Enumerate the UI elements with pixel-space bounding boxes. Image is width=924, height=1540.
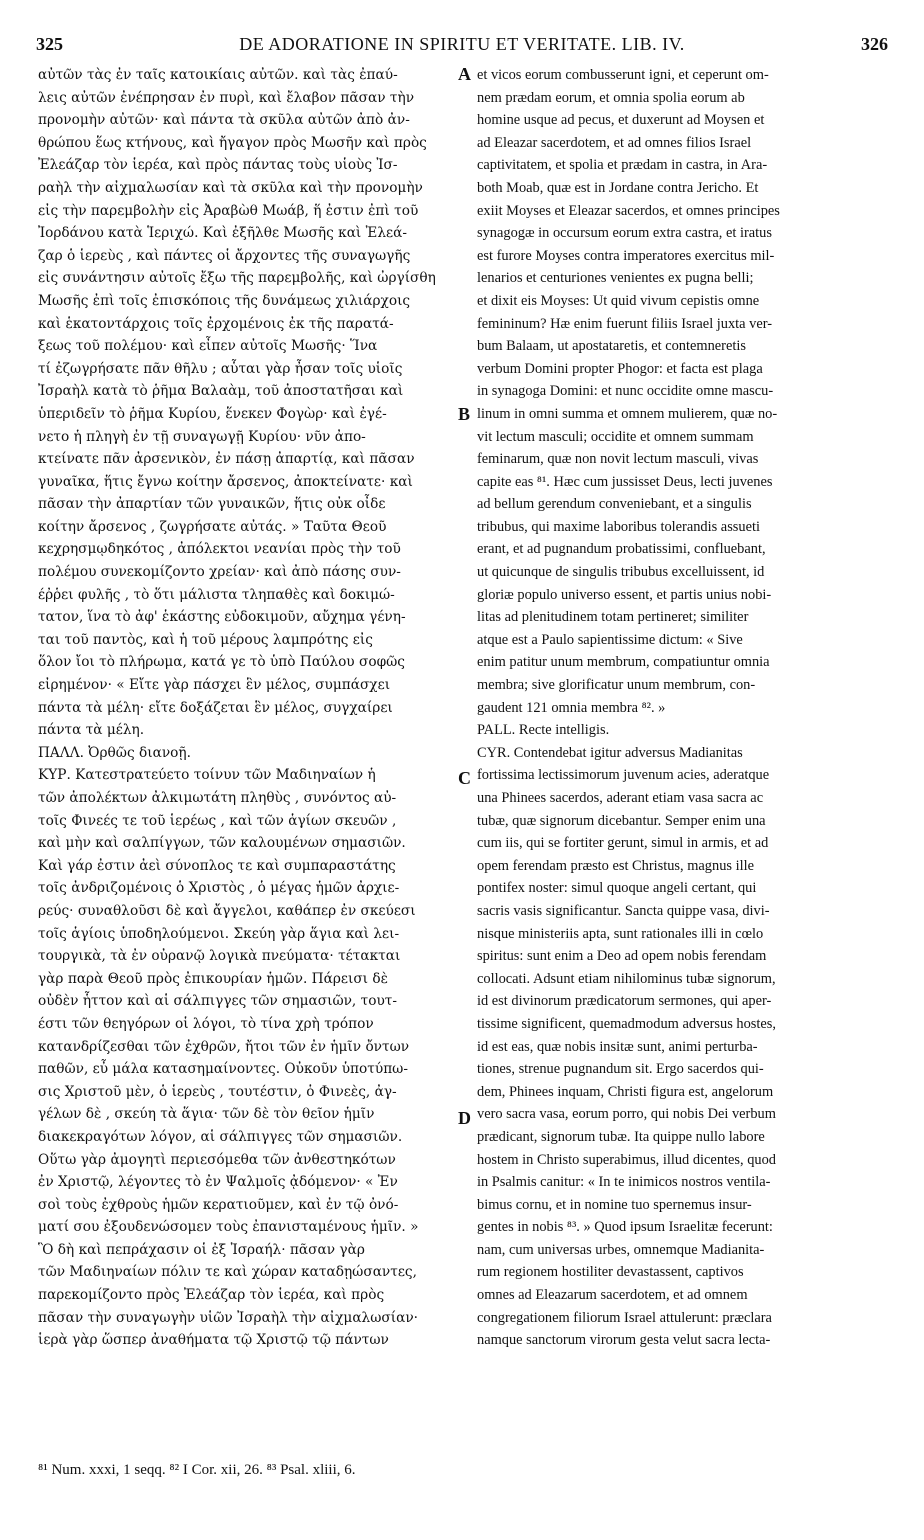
latin-text-line: hostem in Christo superabimus, illud dicentes, quod <box>477 1151 776 1168</box>
margin-letter-b: B <box>458 404 471 424</box>
latin-text-line: omnes ad Eleazarum sacerdotem, et ad omnem <box>477 1287 748 1304</box>
greek-text-line: εἰρημένον· « Εἴτε γὰρ πάσχει ἓν μέλος, συμπάσχει <box>38 677 391 694</box>
latin-text-line: nam, cum universas urbes, omnemque Madianita- <box>477 1241 765 1258</box>
greek-text-line: τατον, ἵνα τὸ ἀφ' ἑκάστης εὐδοκιμοῦν, αὔχημα γένη- <box>38 609 406 626</box>
greek-text-line: Ὃ δὴ καὶ πεπράχασιν οἱ ἐξ Ἰσραήλ· πᾶσαν γὰρ <box>38 1241 365 1258</box>
running-header <box>36 34 888 60</box>
greek-text-line: γέλων δὲ , σκεύη τὰ ἅγια· τῶν δὲ τὸν θεῖον ἡμῖν <box>38 1106 375 1123</box>
greek-text-line: ἐν Χριστῷ, λέγοντες τὸ ἐν Ψαλμοῖς ᾀδόμενον· « Ἐν <box>38 1174 398 1191</box>
latin-text-line: prædicant, signorum tubæ. Ita quippe nullo labore <box>477 1128 765 1145</box>
greek-text-line: ραὴλ τὴν αἰχμαλωσίαν καὶ τὰ σκῦλα καὶ τὴν προνομὴν <box>38 179 423 196</box>
greek-text-line: τοῖς ἁγίοις ὑποδηλούμενοι. Σκεύη γὰρ ἅγια καὶ λει- <box>38 925 400 942</box>
greek-text-line: νετο ἡ πληγὴ ἐν τῇ συναγωγῇ Κυρίου· νῦν ἀπο- <box>38 428 366 445</box>
greek-text-line: έῤῥει φυλῆς , τὸ ὅτι μάλιστα τληπαθὲς καὶ δοκιμώ- <box>38 586 395 603</box>
greek-text-line: ὅλον ἴοι τὸ πλήρωμα, κατά γε τὸ ὑπὸ Παύλου σοφῶς <box>38 654 405 671</box>
latin-text-line: pontifex noster: simul quoque angeli certant, qui <box>477 880 757 897</box>
greek-text-line: θρώπου ἕως κτήνους, καὶ ἤγαγον πρὸς Μωσῆν καὶ πρὸς <box>38 134 427 151</box>
greek-text-line: πολέμου συνεκομίζοντο χρείαν· καὶ ἀπὸ πάσης συν- <box>38 564 401 581</box>
latin-text-line: tubæ, quæ signorum dicebantur. Semper enim una <box>477 812 766 829</box>
latin-text-line: both Moab, quæ est in Jordane contra Jericho. Et <box>477 179 759 196</box>
greek-text-line: ζαρ ὁ ἱερεὺς , καὶ πάντες οἱ ἄρχοντες τῆς συναγωγῆς <box>38 247 411 264</box>
running-title: DE ADORATIONE IN SPIRITU ET VERITATE. LIB. IV. <box>239 34 685 54</box>
greek-text-line: ΠΑΛΛ. Ὀρθῶς διανοῇ. <box>38 744 191 761</box>
greek-text-line: πάντα τὰ μέλη· εἴτε δοξάζεται ἓν μέλος, συγχαίρει <box>38 699 393 716</box>
greek-text-line: παρεκομίζοντο πρὸς Ἐλεάζαρ τὸν ἱερέα, καὶ πρὸς <box>38 1287 385 1304</box>
greek-text-line: λεις αὐτῶν ἐνέπρησαν ἐν πυρὶ, καὶ ἔλαβον πᾶσαν τὴν <box>38 89 415 106</box>
footnotes: ⁸¹ Num. xxxi, 1 seqq. ⁸² I Cor. xii, 26. ⁸³ Psal. xliii, 6. <box>38 1462 356 1478</box>
greek-text-line: Ἰσραὴλ κατὰ τὸ ῥῆμα Βαλαὰμ, τοῦ ἀποστατῆσαι καὶ <box>38 383 404 400</box>
latin-text-line: femininum? Hæ enim fuerunt filiis Israel juxta ver- <box>477 315 773 332</box>
latin-text-line: gloriæ populo universo essent, et partis unius nobi- <box>477 586 772 603</box>
latin-text-line: est furore Moyses contra imperatores exercitus mil- <box>477 247 775 264</box>
latin-text-line: captivitatem, et spolia et prædam in castra, in Ara- <box>477 157 768 174</box>
greek-text-line: γυναῖκα, ἥτις ἔγνω κοίτην ἄρσενος, ἀποκτείνατε· καὶ <box>38 473 413 490</box>
greek-text-line: κτείνατε πᾶν ἀρσενικὸν, ἐν πάσῃ ἀπαρτίᾳ, καὶ πᾶσαν <box>38 451 415 468</box>
latin-text-line: bimus cornu, et in nomine tuo spernemus insur- <box>477 1196 752 1213</box>
latin-text-line: enim patitur unum membrum, compatiuntur omnia <box>477 654 770 671</box>
greek-text-line: ματί σου ἐξουδενώσομεν τοὺς ἐπανισταμένους ἡμῖν. » <box>38 1219 419 1236</box>
greek-text-line: καὶ μὴν καὶ σαλπίγγων, τῶν καλουμένων σημασιῶν. <box>38 835 406 852</box>
greek-text-line: οὐδὲν ἧττον καὶ αἱ σάλπιγγες τῶν σημασιῶν, τουτ- <box>38 993 397 1010</box>
latin-text-line: sacris vasis significantur. Sancta quippe vasa, divi- <box>477 902 770 919</box>
latin-text-line: et vicos eorum combusserunt igni, et ceperunt om- <box>477 67 769 83</box>
latin-text-line: gaudent 121 omnia membra ⁸². » <box>477 699 666 716</box>
latin-text-line: lenarios et centuriones venientes ex pugna belli; <box>477 270 754 287</box>
latin-text-line: namque sanctorum virorum gesta velut sacra lecta- <box>477 1332 771 1349</box>
latin-text-line: litas ad plenitudinem totam pertineret; similiter <box>477 609 749 626</box>
latin-text-line: feminarum, quæ non novit lectum masculi, vivas <box>477 451 759 468</box>
latin-text-line: spiritus: sunt enim a Deo ad opem nobis ferendam <box>477 948 767 965</box>
page-number-right: 326 <box>861 34 888 54</box>
greek-text-line: καὶ ἑκατοντάρχοις τοῖς ἐρχομένοις ἐκ τῆς παρατά- <box>38 315 394 332</box>
greek-text-column <box>38 64 450 1458</box>
greek-text-line: παθῶν, εὖ μάλα κατασημαίνοντες. Οὐκοῦν ὑποτύπω- <box>38 1061 408 1078</box>
latin-text-line: CYR. Contendebat igitur adversus Madianitas <box>477 744 743 761</box>
latin-text-line: verbum Domini propter Phogor: et facta est plaga <box>477 360 763 377</box>
greek-text-line: ἱερὰ γὰρ ὥσπερ ἀναθήματα τῷ Χριστῷ τῷ πάντων <box>38 1332 389 1349</box>
latin-text-line: rum regionem hostiliter devastassent, captivos <box>477 1264 744 1281</box>
latin-text-line: bum Balaam, ut apostataretis, et contemneretis <box>477 338 746 355</box>
latin-text-column <box>477 64 887 1458</box>
greek-text-line: ὑπεριδεῖν τὸ ῥῆμα Κυρίου, ἕνεκεν Φογὼρ· καὶ ἐγέ- <box>38 405 387 422</box>
latin-text-line: exiit Moyses et Eleazar sacerdos, et omnes principes <box>477 202 780 219</box>
greek-text-line: τί ἐζωγρήσατε πᾶν θῆλυ ; αὗται γὰρ ἦσαν τοῖς υἱοῖς <box>38 360 403 377</box>
page-number-left: 325 <box>36 34 63 54</box>
greek-text-line: διακεκραγότων λόγον, αἱ σάλπιγγες τῶν σημασιῶν. <box>38 1128 403 1145</box>
greek-text-line: σοὶ τοὺς ἐχθροὺς ἡμῶν κερατιοῦμεν, καὶ ἐν τῷ ὀνό- <box>38 1196 399 1213</box>
greek-text-line: κοίτην ἄρσενος , ζωγρήσατε αὐτάς. » Ταῦτα Θεοῦ <box>38 518 387 535</box>
greek-text-line: αὐτῶν τὰς ἐν ταῖς κατοικίαις αὐτῶν. καὶ τὰς ἐπαύ- <box>38 67 398 83</box>
greek-text-line: ρεύς· συναθλοῦσι δὲ καὶ ἄγγελοι, καθάπερ ἐν σκεύεσι <box>38 902 416 919</box>
greek-text-line: πᾶσαν τὴν συναγωγὴν υἱῶν Ἰσραὴλ τὴν αἰχμαλωσίαν· <box>38 1309 419 1326</box>
greek-text-line: Ἰορδάνου κατὰ Ἱεριχώ. Καὶ ἐξῆλθε Μωσῆς καὶ Ἐλεά- <box>38 225 407 242</box>
greek-text-line: έστι τῶν θεηγόρων οἱ λόγοι, τὸ τίνα χρὴ τρόπον <box>38 1015 374 1032</box>
greek-text-line: Μωσῆς ἐπὶ τοῖς ἐπισκόποις τῆς δυνάμεως χιλιάρχοις <box>38 292 411 309</box>
latin-text-line: congregationem filiorum Israel attulerunt: præclara <box>477 1309 772 1326</box>
greek-text-line: τοῖς Φινεές τε τοῦ ἱερέως , καὶ τῶν ἁγίων σκευῶν , <box>38 812 397 829</box>
latin-text-line: linum in omni summa et omnem mulierem, quæ no- <box>477 405 778 422</box>
greek-text-line: Ἐλεάζαρ τὸν ἱερέα, καὶ πρὸς πάντας τοὺς υἱοὺς Ἰσ- <box>38 157 398 174</box>
latin-text-line: membra; sive glorificatur unum membrum, con- <box>477 677 756 694</box>
latin-text-line: synagogæ in occursum eorum extra castra, et iratus <box>477 225 772 242</box>
latin-text-line: nem prædam eorum, et omnia spolia eorum ab <box>477 89 745 106</box>
latin-text-line: ad bellum gerendum conveniebant, et a singulis <box>477 496 752 513</box>
greek-text-line: σις Χριστοῦ μὲν, ὁ ἱερεὺς , τουτέστιν, ὁ Φινεὲς, ἀγ- <box>38 1083 397 1100</box>
greek-text-line: κεχρησμῳδηκότος , ἀπόλεκτοι νεανίαι πρὸς τὴν τοῦ <box>38 541 401 558</box>
latin-text-line: tissime significent, quemadmodum adversus hostes, <box>477 1015 776 1032</box>
greek-text-line: τῶν Μαδιηναίων πόλιν τε καὶ χώραν καταδῃώσαντες, <box>38 1264 417 1281</box>
latin-text-line: et dixit eis Moyses: Ut quid vivum cepistis omne <box>477 292 760 309</box>
greek-text-line: ξεως τοῦ πολέμου· καὶ εἶπεν αὐτοῖς Μωσῆς· Ἵνα <box>38 338 378 355</box>
latin-text-line: tiones, strenue pugnandum sit. Ergo sacerdos qui- <box>477 1061 764 1078</box>
greek-text-line: πᾶσαν τὴν ἀπαρτίαν τῶν γυναικῶν, ἥτις οὐκ οἶδε <box>38 496 386 513</box>
greek-text-line: πάντα τὰ μέλη. <box>38 722 145 739</box>
latin-text-line: dem, Phinees inquam, Christi figura est, angelorum <box>477 1083 774 1100</box>
greek-text-line: τουργικὰ, τὰ ἐν οὐρανῷ λογικὰ πνεύματα· τέτακται <box>38 948 401 965</box>
greek-text-line: εἰς συνάντησιν αὐτοῖς ἔξω τῆς παρεμβολῆς, καὶ ὠργίσθη <box>38 270 436 287</box>
latin-text-line: PALL. Recte intelligis. <box>477 722 610 739</box>
greek-text-line: Οὕτω γὰρ ἀμογητὶ περιεσόμεθα τῶν ἀνθεστηκότων <box>38 1151 396 1168</box>
latin-text-line: fortissima lectissimorum juvenum acies, aderatque <box>477 767 770 784</box>
latin-text-line: in synagoga Domini: et nunc occidite omne mascu- <box>477 383 774 400</box>
greek-text-line: γὰρ παρὰ Θεοῦ πρὸς ἐπικουρίαν ἡμῶν. Πάρεισι δὲ <box>38 970 388 987</box>
latin-text-line: in Psalmis canitur: « In te inimicos nostros ventila- <box>477 1174 771 1191</box>
margin-letter-d: D <box>458 1108 471 1128</box>
latin-text-line: capite eas ⁸¹. Hæc cum jussisset Deus, lecti juvenes <box>477 473 773 490</box>
margin-letter-c: C <box>458 768 471 788</box>
latin-text-line: gentes in nobis ⁸³. » Quod ipsum Israelitæ fecerunt: <box>477 1219 773 1236</box>
greek-text-line: τῶν ἀπολέκτων ἀλκιμωτάτη πληθὺς , συνόντος αὐ- <box>38 790 397 806</box>
greek-text-line: κατανδρίζεσθαι τῶν ἐχθρῶν, ἤτοι τῶν ἐν ἡμῖν ὄντων <box>38 1038 410 1055</box>
latin-text-line: vero sacra vasa, eorum porro, qui nobis Dei verbum <box>477 1106 776 1123</box>
latin-text-line: vit lectum masculi; occidite et omnem summam <box>477 428 754 445</box>
latin-text-line: ut quicunque de singulis tribubus excelluissent, id <box>477 564 765 581</box>
latin-text-line: homine usque ad pecus, et duxerunt ad Moysen et <box>477 112 765 129</box>
greek-text-line: τοῖς ἀνδριζομένοις ὁ Χριστὸς , ὁ μέγας ἡμῶν ἀρχιε- <box>38 880 400 897</box>
greek-text-line: Καὶ γάρ ἐστιν ἀεὶ σύνοπλος τε καὶ συμπαραστάτης <box>38 857 396 874</box>
greek-text-line: ται τοῦ παντὸς, καὶ ἡ τοῦ μέρους λαμπρότης εἰς <box>38 631 373 648</box>
greek-text-line: προνομὴν αὐτῶν· καὶ πάντα τὰ σκῦλα αὐτῶν ἀπὸ ἀν- <box>38 112 410 129</box>
latin-text-line: cum iis, qui se fortiter gerunt, simul in armis, et ad <box>477 835 769 852</box>
latin-text-line: atque est a Paulo sapientissime dictum: « Sive <box>477 631 743 648</box>
greek-text-line: εἰς τὴν παρεμβολὴν εἰς Ἀραβὼθ Μωάβ, ἥ ἐστιν ἐπὶ τοῦ <box>38 202 419 219</box>
greek-text-line: ΚΥΡ. Κατεστρατεύετο τοίνυν τῶν Μαδιηναίων ἡ <box>38 767 376 784</box>
latin-text-line: una Phinees sacerdos, aderant etiam vasa sacra ac <box>477 790 764 806</box>
latin-text-line: collocati. Adsunt etiam nihilominus tubæ signorum, <box>477 970 776 987</box>
latin-text-line: id est divinorum prædicatorum sermones, qui aper- <box>477 993 772 1010</box>
latin-text-line: nisque ministeriis apta, sunt rationales illi in cœlo <box>477 925 764 942</box>
latin-text-line: erant, et ad pugnandum probatissimi, confluebant, <box>477 541 766 558</box>
margin-letter-a: A <box>458 64 471 84</box>
latin-text-line: ad Eleazar sacerdotem, et ad omnes filios Israel <box>477 134 752 151</box>
latin-text-line: opem ferendam præsto est Christus, magnus ille <box>477 857 754 874</box>
latin-text-line: tribubus, qui maxime laboribus tolerandis assueti <box>477 518 760 535</box>
latin-text-line: id est eas, quæ nobis insitæ sunt, animi perturba- <box>477 1038 758 1055</box>
